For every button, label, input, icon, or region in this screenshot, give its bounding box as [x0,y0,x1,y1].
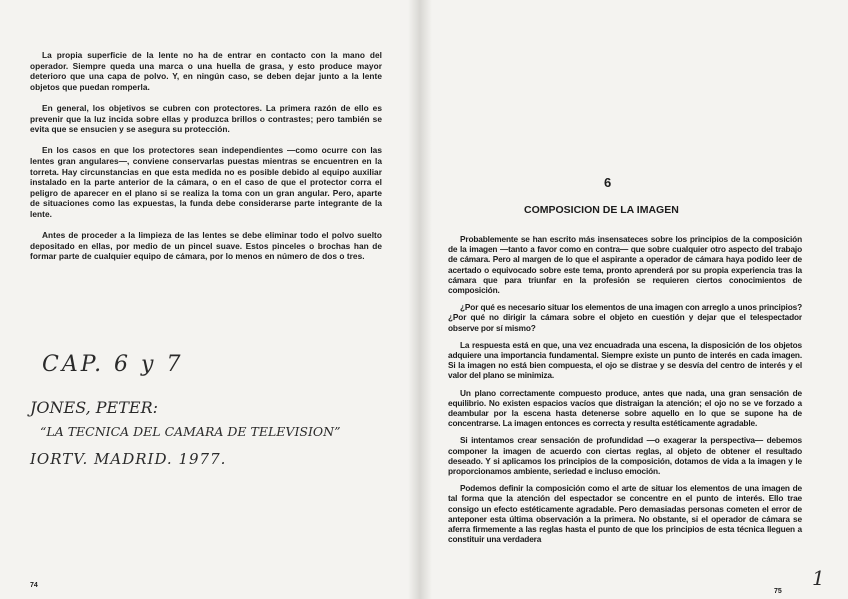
paragraph: Probablemente se han escrito más insensateces sobre los principios de la composición de la imagen —tanto a favor como en contra— que sobre cualquier otro aspecto del trabajo de cámara. Pero al margen de lo que el aspirante a operador de cámara haya podido leer de acertado o equivocado sobre este tema, pronto aprenderá por su propia experiencia tras la cámara que para triunfar en la profesión se requieren ciertos conocimientos de composición. [448,234,802,296]
handwritten-author: JONES, PETER: [30,398,159,417]
paragraph: En general, los objetivos se cubren con protectores. La primera razón de ello es prevenir que la luz incida sobre ellas y produzca brillos o contrastes; pero también se evita que se ensucien y se asegura su protección. [30,102,382,135]
handwritten-mark: 1 [812,566,825,590]
right-page-body [448,234,802,544]
paragraph: En los casos en que los protectores sean independientes —como ocurre con las lentes gran angulares—, conviene conservarlas puestas mientras se encuentren en la torreta. Hay circunstancias en que esta medida no es posible debido al equipo auxiliar instalado en la parte anterior de la cámara, o en el caso de que el protector corra el peligro de aparecer en el plano si se realiza la toma con un gran angular. Pero, aparte de situaciones como las expuestas, la funda debe considerarse parte integrante de la lente. [30,145,382,219]
paragraph: Un plano correctamente compuesto produce, antes que nada, una gran sensación de equilibrio. No existen espacios vacíos que distraigan la atención; el ojo no se ve forzado a deambular por la escena hasta detenerse sobre aquello en lo que se supone ha de concentrarse. La imagen entonces es correcta y resulta estéticamente agradable. [448,387,802,429]
handwritten-chapter-note: CAP. 6 y 7 [42,352,184,377]
paragraph: Antes de proceder a la limpieza de las lentes se debe eliminar todo el polvo suelto depositado en ellas, por medio de un pincel suave. Estos pinceles o brochas han de formar parte de cualquier equipo de cámara, por lo menos en número de dos o tres. [30,230,382,262]
left-page-body [30,50,382,272]
chapter-number: 6 [604,175,612,190]
handwritten-publisher: IORTV. MADRID. 1977. [30,450,227,468]
paragraph: Si intentamos crear sensación de profundidad —o exagerar la perspectiva— debemos componer la imagen de acuerdo con ciertas reglas, al objeto de obtener el resultado deseado. Y si aplicamos los principios de la composición, dotamos de vida a la imagen y le proporcionamos ambiente, seriedad e incluso emoción. [448,435,802,477]
right-page [428,0,848,599]
paragraph: ¿Por qué es necesario situar los elementos de una imagen con arreglo a unos principios? ¿Por qué no dirigir la cámara sobre el objeto en cuestión y dejar que el telespectador observe por sí mismo? [448,302,802,333]
page-number: 74 [30,582,38,589]
paragraph: La respuesta está en que, una vez encuadrada una escena, la disposición de los objetos adquiere una importancia fundamental. Siempre existe un punto de interés en cada imagen. Si la imagen no está bien compuesta, el ojo se distrae y se desvía del centro de interés y el valor del plano se minimiza. [448,339,802,381]
chapter-title: COMPOSICION DE LA IMAGEN [524,204,679,216]
handwritten-book-title: “LA TECNICA DEL CAMARA DE TELEVISION” [40,424,341,439]
left-page [0,0,420,599]
paragraph: Podemos definir la composición como el arte de situar los elementos de una imagen de tal forma que la atención del espectador se concentre en el punto de interés. Ello trae consigo un efecto estéticamente agradable. Pero demasiadas personas cometen el error de anteponer esta última observación a la primera. No obstante, si el operador de cámara se aferra firmemente a las reglas hasta el punto de que los principios de esta técnica lleguen a constituir una verdadera [448,483,802,545]
paragraph: La propia superficie de la lente no ha de entrar en contacto con la mano del operador. Siempre queda una marca o una huella de grasa, y esto produce mayor deterioro que una capa de polvo. Y, en ningún caso, se deben dejar junto a la lente objetos que puedan romperla. [30,50,382,92]
page-number: 75 [774,588,782,595]
